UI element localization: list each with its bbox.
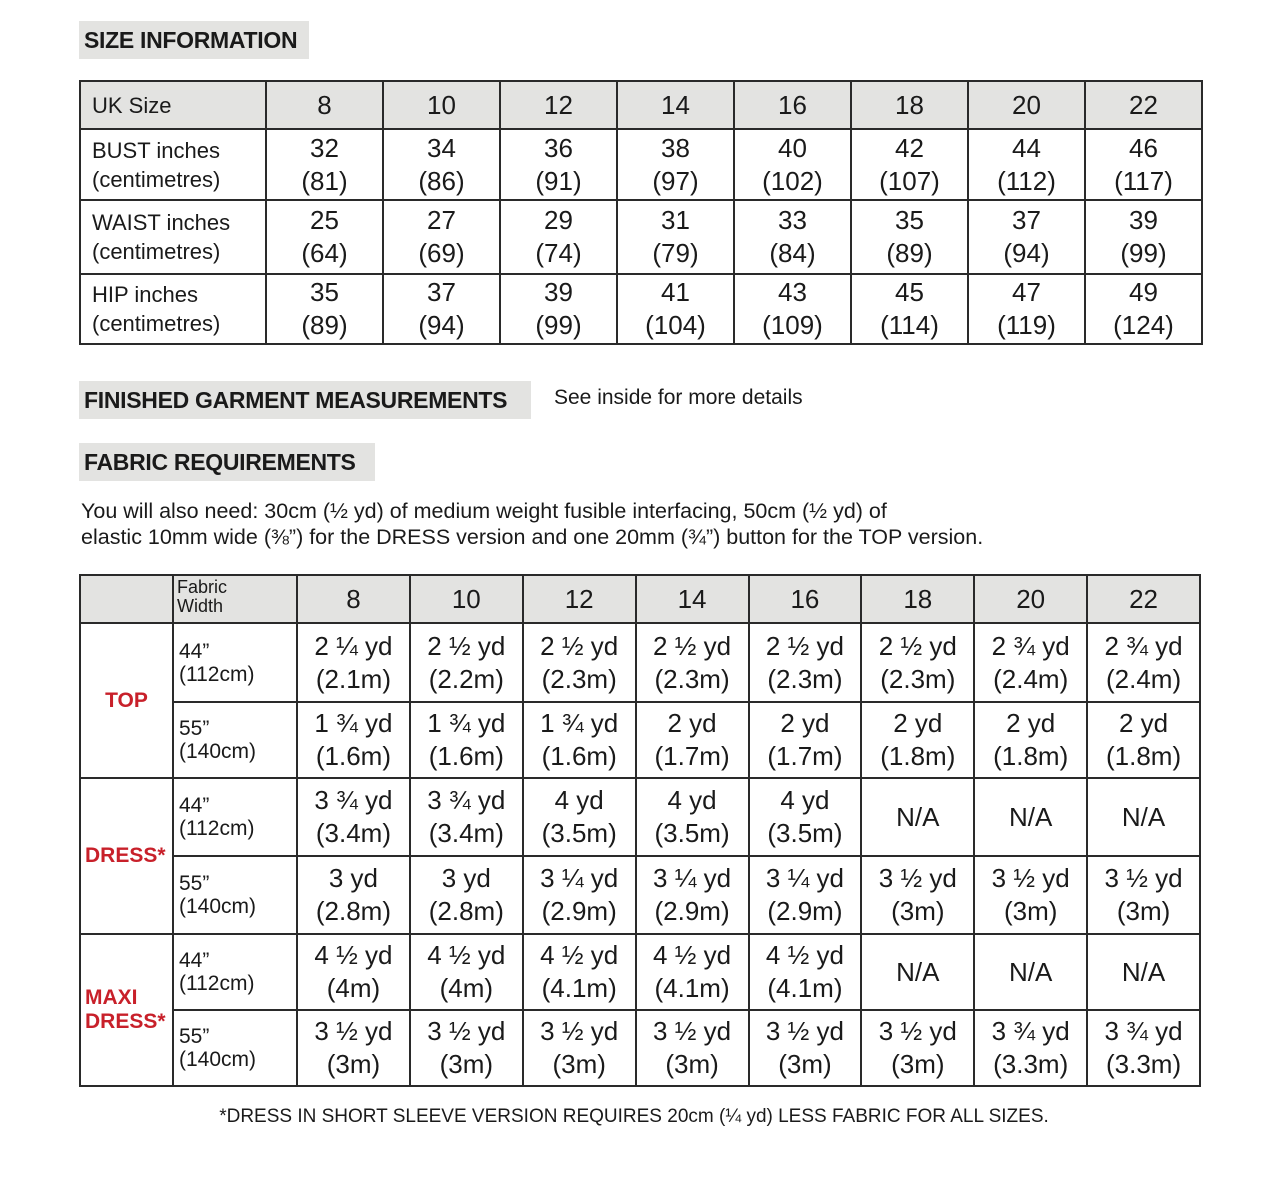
measurement-cell bbox=[1085, 200, 1202, 274]
cm-value: (64) bbox=[301, 238, 348, 268]
cm-value: (79) bbox=[652, 238, 699, 268]
metre-value: (3m) bbox=[891, 896, 945, 926]
measurement-label-line1: WAIST inches bbox=[92, 210, 231, 235]
size-header-cell: 12 bbox=[500, 81, 617, 129]
fabric-amount-cell bbox=[523, 702, 636, 778]
metre-value: (4m) bbox=[326, 973, 381, 1003]
yardage-value: 4 yd bbox=[780, 785, 830, 815]
inches-value: 40 bbox=[778, 132, 807, 163]
uk-size-label: UK Size bbox=[80, 81, 266, 129]
fabric-width-label bbox=[173, 575, 297, 623]
width-inches: 44” bbox=[179, 949, 210, 972]
garment-name-line2: DRESS* bbox=[85, 1010, 166, 1033]
measurement-cell bbox=[383, 200, 500, 274]
fabric-amount-cell bbox=[1087, 623, 1200, 702]
fabric-amount-cell bbox=[523, 778, 636, 856]
size-header-cell: 14 bbox=[617, 81, 734, 129]
fabric-table-header-row bbox=[80, 575, 1200, 623]
garment-header-blank bbox=[80, 575, 173, 623]
fabric-amount-cell bbox=[410, 623, 523, 702]
yardage-value: 3 ¼ yd bbox=[765, 863, 844, 893]
metre-value: (1.6m) bbox=[315, 741, 391, 771]
measurement-cell bbox=[617, 129, 734, 200]
measurement-label-line2: (centimetres) bbox=[92, 311, 221, 336]
yardage-value: N/A bbox=[1121, 801, 1166, 832]
garment-label bbox=[80, 778, 173, 934]
finished-garment-header bbox=[79, 381, 531, 419]
yardage-value: 4 ½ yd bbox=[540, 940, 619, 970]
metre-value: (1.7m) bbox=[654, 741, 730, 771]
inches-value: 36 bbox=[544, 132, 573, 163]
inches-value: 31 bbox=[661, 205, 690, 235]
width-inches: 44” bbox=[179, 794, 210, 817]
measurement-cell bbox=[1085, 129, 1202, 200]
fabric-width-cell bbox=[173, 623, 297, 702]
fabric-amount-cell bbox=[297, 623, 410, 702]
measurement-row bbox=[80, 129, 1202, 200]
yardage-value: 2 ½ yd bbox=[765, 630, 844, 661]
metre-value: (2.9m) bbox=[767, 896, 843, 926]
measurement-cell bbox=[1085, 274, 1202, 344]
measurement-cell bbox=[383, 274, 500, 344]
fabric-row bbox=[80, 934, 1200, 1010]
cm-value: (81) bbox=[301, 165, 348, 196]
cm-value: (86) bbox=[418, 165, 465, 196]
yardage-value: 2 ½ yd bbox=[427, 630, 506, 661]
inches-value: 39 bbox=[1129, 205, 1158, 235]
width-inches: 55” bbox=[179, 1025, 210, 1048]
measurement-cell bbox=[617, 200, 734, 274]
yardage-value: 3 ½ yd bbox=[878, 863, 957, 893]
fabric-amount-cell bbox=[410, 778, 523, 856]
cm-value: (89) bbox=[886, 238, 933, 268]
garment-label bbox=[80, 934, 173, 1086]
yardage-value: 4 ½ yd bbox=[653, 940, 732, 970]
fabric-amount-cell bbox=[749, 778, 862, 856]
yardage-value: 2 ¾ yd bbox=[991, 630, 1070, 661]
inches-value: 39 bbox=[544, 277, 573, 307]
inches-value: 38 bbox=[661, 132, 690, 163]
fabric-amount-cell bbox=[410, 1010, 523, 1086]
inches-value: 47 bbox=[1012, 277, 1041, 307]
fabric-amount-cell bbox=[523, 856, 636, 934]
inches-value: 41 bbox=[661, 277, 690, 307]
fabric-amount-cell bbox=[749, 934, 862, 1010]
fabric-amount-cell bbox=[1087, 778, 1200, 856]
size-header-cell: 14 bbox=[636, 575, 749, 623]
metre-value: (2.3m) bbox=[541, 663, 617, 694]
fabric-amount-cell bbox=[636, 702, 749, 778]
yardage-value: 3 ½ yd bbox=[878, 1016, 957, 1046]
width-cm: (112cm) bbox=[179, 972, 255, 995]
metre-value: (4.1m) bbox=[541, 973, 617, 1003]
fabric-width-cell bbox=[173, 778, 297, 856]
metre-value: (2.3m) bbox=[654, 663, 730, 694]
yardage-value: 3 ¾ yd bbox=[1104, 1016, 1183, 1046]
yardage-value: 2 yd bbox=[667, 708, 717, 738]
inches-value: 34 bbox=[427, 132, 456, 163]
metre-value: (2.3m) bbox=[880, 663, 956, 694]
size-header-cell: 16 bbox=[749, 575, 862, 623]
yardage-value: 2 ½ yd bbox=[540, 630, 619, 661]
yardage-value: 3 ¼ yd bbox=[653, 863, 732, 893]
yardage-value: N/A bbox=[896, 956, 940, 987]
fabric-amount-cell bbox=[410, 856, 523, 934]
yardage-value: 3 yd bbox=[441, 863, 491, 893]
size-header-cell: 20 bbox=[974, 575, 1087, 623]
fabric-requirements-header bbox=[79, 443, 375, 481]
metre-value: (2.4m) bbox=[1106, 663, 1182, 694]
fabric-requirements-title: FABRIC REQUIREMENTS bbox=[84, 448, 356, 475]
yardage-value: N/A bbox=[1009, 956, 1053, 987]
cm-value: (99) bbox=[1120, 238, 1167, 268]
cm-value: (97) bbox=[652, 165, 699, 196]
metre-value: (3m) bbox=[891, 1049, 945, 1079]
inches-value: 27 bbox=[427, 205, 456, 235]
fabric-amount-cell bbox=[636, 623, 749, 702]
width-cm: (140cm) bbox=[179, 1048, 257, 1071]
inches-value: 35 bbox=[895, 205, 924, 235]
yardage-value: 3 yd bbox=[328, 863, 379, 893]
garment-name-line1: DRESS* bbox=[85, 844, 166, 867]
fabric-amount-cell bbox=[974, 778, 1087, 856]
cm-value: (112) bbox=[997, 165, 1056, 196]
fabric-amount-cell bbox=[523, 1010, 636, 1086]
fabric-amount-cell bbox=[523, 623, 636, 702]
cm-value: (89) bbox=[301, 310, 348, 340]
footnote: *DRESS IN SHORT SLEEVE VERSION REQUIRES 20cm (¼ yd) LESS FABRIC FOR ALL SIZES. bbox=[219, 1106, 1049, 1127]
measurement-cell bbox=[500, 200, 617, 274]
measurement-cell bbox=[734, 129, 851, 200]
fabric-amount-cell bbox=[1087, 1010, 1200, 1086]
size-header-cell: 18 bbox=[861, 575, 974, 623]
yardage-value: 2 yd bbox=[1118, 708, 1169, 738]
metre-value: (2.1m) bbox=[315, 663, 391, 694]
yardage-value: 4 yd bbox=[667, 785, 717, 815]
metre-value: (3.5m) bbox=[654, 818, 730, 848]
fabric-row bbox=[80, 1010, 1200, 1086]
fabric-row bbox=[80, 856, 1200, 934]
fabric-amount-cell bbox=[861, 856, 974, 934]
size-header-cell: 20 bbox=[968, 81, 1085, 129]
fabric-amount-cell bbox=[636, 856, 749, 934]
yardage-value: 4 yd bbox=[554, 785, 604, 815]
yardage-value: 2 ½ yd bbox=[653, 630, 732, 661]
metre-value: (3m) bbox=[326, 1049, 381, 1079]
size-header-cell: 22 bbox=[1087, 575, 1200, 623]
fabric-row bbox=[80, 623, 1200, 702]
yardage-value: 2 ¾ yd bbox=[1104, 630, 1183, 661]
cm-value: (117) bbox=[1114, 165, 1173, 196]
yardage-value: 2 yd bbox=[893, 708, 943, 738]
measurement-cell bbox=[851, 200, 968, 274]
finished-garment-title: FINISHED GARMENT MEASUREMENTS bbox=[84, 386, 508, 413]
fabric-amount-cell bbox=[974, 934, 1087, 1010]
measurement-label bbox=[80, 129, 266, 200]
metre-value: (3m) bbox=[665, 1049, 719, 1079]
yardage-value: 3 ¼ yd bbox=[540, 863, 619, 893]
cm-value: (104) bbox=[645, 310, 706, 340]
fabric-amount-cell bbox=[974, 1010, 1087, 1086]
fabric-amount-cell bbox=[749, 856, 862, 934]
yardage-value: N/A bbox=[896, 801, 940, 832]
size-header-cell: 22 bbox=[1085, 81, 1202, 129]
width-inches: 55” bbox=[179, 872, 210, 895]
fabric-amount-cell bbox=[861, 1010, 974, 1086]
measurement-cell bbox=[500, 274, 617, 344]
width-cm: (140cm) bbox=[179, 895, 257, 918]
fabric-amount-cell bbox=[523, 934, 636, 1010]
metre-value: (2.2m) bbox=[428, 663, 504, 694]
fabric-amount-cell bbox=[974, 623, 1087, 702]
yardage-value: 4 ½ yd bbox=[765, 940, 844, 970]
size-header-cell: 8 bbox=[266, 81, 383, 129]
fabric-width-cell bbox=[173, 1010, 297, 1086]
measurement-label-line2: (centimetres) bbox=[92, 239, 221, 264]
width-cm: (112cm) bbox=[179, 662, 255, 686]
metre-value: (1.8m) bbox=[1106, 741, 1182, 771]
cm-value: (109) bbox=[762, 310, 823, 340]
cm-value: (107) bbox=[879, 165, 940, 196]
width-inches: 55” bbox=[179, 717, 210, 740]
measurement-cell bbox=[500, 129, 617, 200]
metre-value: (2.3m) bbox=[767, 663, 843, 694]
measurement-cell bbox=[968, 129, 1085, 200]
garment-name-line1: TOP bbox=[105, 688, 148, 712]
size-header-cell: 10 bbox=[383, 81, 500, 129]
inches-value: 42 bbox=[895, 132, 924, 163]
fabric-width-line2: Width bbox=[177, 596, 224, 616]
inches-value: 25 bbox=[310, 205, 339, 235]
inches-value: 46 bbox=[1129, 132, 1158, 163]
cm-value: (119) bbox=[997, 310, 1056, 340]
yardage-value: 2 yd bbox=[780, 708, 830, 738]
metre-value: (3m) bbox=[1116, 896, 1171, 926]
fabric-amount-cell bbox=[749, 1010, 862, 1086]
measurement-cell bbox=[266, 274, 383, 344]
measurement-cell bbox=[968, 274, 1085, 344]
measurement-row bbox=[80, 200, 1202, 274]
metre-value: (3m) bbox=[439, 1049, 494, 1079]
measurement-row bbox=[80, 274, 1202, 344]
metre-value: (2.8m) bbox=[315, 896, 391, 926]
inches-value: 32 bbox=[310, 132, 339, 163]
inches-value: 35 bbox=[310, 277, 339, 307]
size-information-title: SIZE INFORMATION bbox=[84, 26, 298, 53]
fabric-amount-cell bbox=[861, 702, 974, 778]
metre-value: (1.8m) bbox=[880, 741, 956, 771]
measurement-label bbox=[80, 200, 266, 274]
metre-value: (3m) bbox=[552, 1049, 606, 1079]
yardage-value: 3 ½ yd bbox=[653, 1016, 732, 1046]
metre-value: (1.6m) bbox=[541, 741, 617, 771]
metre-value: (1.8m) bbox=[993, 741, 1069, 771]
fabric-width-cell bbox=[173, 702, 297, 778]
measurement-cell bbox=[266, 129, 383, 200]
cm-value: (124) bbox=[1113, 310, 1174, 340]
yardage-value: 3 ½ yd bbox=[991, 863, 1070, 893]
fabric-amount-cell bbox=[974, 702, 1087, 778]
measurement-label-line2: (centimetres) bbox=[92, 166, 221, 192]
metre-value: (3m) bbox=[778, 1049, 832, 1079]
cm-value: (91) bbox=[535, 165, 582, 196]
metre-value: (4m) bbox=[439, 973, 494, 1003]
fabric-amount-cell bbox=[636, 934, 749, 1010]
garment-label bbox=[80, 623, 173, 778]
yardage-value: 3 ½ yd bbox=[540, 1016, 619, 1046]
fabric-amount-cell bbox=[1087, 856, 1200, 934]
size-header-cell: 16 bbox=[734, 81, 851, 129]
fabric-row bbox=[80, 702, 1200, 778]
inches-value: 45 bbox=[895, 277, 924, 307]
metre-value: (3.5m) bbox=[767, 818, 843, 848]
yardage-value: 2 ½ yd bbox=[878, 630, 957, 661]
yardage-value: 1 ¾ yd bbox=[314, 708, 393, 738]
metre-value: (1.6m) bbox=[428, 741, 504, 771]
yardage-value: 3 ½ yd bbox=[314, 1016, 393, 1046]
width-cm: (112cm) bbox=[179, 817, 255, 840]
width-inches: 44” bbox=[179, 639, 210, 663]
metre-value: (2.9m) bbox=[541, 896, 617, 926]
yardage-value: 1 ¾ yd bbox=[427, 708, 506, 738]
fabric-width-cell bbox=[173, 856, 297, 934]
requirements-line-1: You will also need: 30cm (½ yd) of medium weight fusible interfacing, 50cm (½ yd) of bbox=[81, 499, 887, 523]
size-information-table bbox=[79, 80, 1203, 345]
cm-value: (114) bbox=[880, 310, 939, 340]
measurement-cell bbox=[851, 129, 968, 200]
fabric-amount-cell bbox=[297, 856, 410, 934]
yardage-value: 3 ¾ yd bbox=[314, 785, 393, 815]
metre-value: (3m) bbox=[1003, 896, 1058, 926]
width-cm: (140cm) bbox=[179, 740, 257, 763]
metre-value: (3.3m) bbox=[993, 1049, 1069, 1079]
fabric-amount-cell bbox=[1087, 702, 1200, 778]
metre-value: (4.1m) bbox=[654, 973, 730, 1003]
yardage-value: N/A bbox=[1121, 956, 1166, 987]
fabric-amount-cell bbox=[636, 1010, 749, 1086]
measurement-cell bbox=[734, 200, 851, 274]
size-header-cell: 10 bbox=[410, 575, 523, 623]
metre-value: (2.9m) bbox=[654, 896, 730, 926]
measurement-cell bbox=[383, 129, 500, 200]
metre-value: (2.8m) bbox=[428, 896, 504, 926]
fabric-amount-cell bbox=[297, 1010, 410, 1086]
measurement-label-line1: HIP inches bbox=[92, 282, 198, 307]
yardage-value: 4 ½ yd bbox=[314, 940, 393, 970]
inches-value: 43 bbox=[778, 277, 807, 307]
inches-value: 33 bbox=[778, 205, 807, 235]
fabric-amount-cell bbox=[297, 702, 410, 778]
yardage-value: 4 ½ yd bbox=[427, 940, 506, 970]
requirements-text bbox=[81, 498, 1231, 550]
finished-garment-note: See inside for more details bbox=[554, 386, 803, 409]
requirements-line-2: elastic 10mm wide (⅜”) for the DRESS version and one 20mm (¾”) button for the TOP version. bbox=[81, 525, 984, 549]
size-information-header bbox=[79, 21, 309, 59]
measurement-cell bbox=[851, 274, 968, 344]
yardage-value: 2 yd bbox=[1006, 708, 1056, 738]
metre-value: (3.5m) bbox=[541, 818, 617, 848]
fabric-amount-cell bbox=[861, 778, 974, 856]
metre-value: (2.4m) bbox=[993, 663, 1069, 694]
fabric-amount-cell bbox=[297, 778, 410, 856]
inches-value: 37 bbox=[427, 277, 456, 307]
yardage-value: 2 ¼ yd bbox=[314, 630, 393, 661]
measurement-label bbox=[80, 274, 266, 344]
cm-value: (94) bbox=[418, 310, 465, 340]
fabric-amount-cell bbox=[749, 702, 862, 778]
measurement-cell bbox=[617, 274, 734, 344]
fabric-width-line1: Fabric bbox=[177, 577, 228, 597]
yardage-value: 3 ¾ yd bbox=[991, 1016, 1070, 1046]
metre-value: (3.4m) bbox=[315, 818, 391, 848]
cm-value: (84) bbox=[769, 238, 816, 268]
yardage-value: N/A bbox=[1009, 801, 1053, 832]
metre-value: (4.1m) bbox=[767, 973, 843, 1003]
yardage-value: 3 ¾ yd bbox=[427, 785, 506, 815]
fabric-amount-cell bbox=[410, 702, 523, 778]
fabric-amount-cell bbox=[297, 934, 410, 1010]
cm-value: (99) bbox=[535, 310, 582, 340]
fabric-width-cell bbox=[173, 934, 297, 1010]
garment-name-line1: MAXI bbox=[85, 986, 138, 1009]
measurement-cell bbox=[266, 200, 383, 274]
inches-value: 29 bbox=[544, 205, 573, 235]
fabric-amount-cell bbox=[1087, 934, 1200, 1010]
fabric-amount-cell bbox=[749, 623, 862, 702]
metre-value: (3.3m) bbox=[1106, 1049, 1182, 1079]
yardage-value: 1 ¾ yd bbox=[540, 708, 619, 738]
fabric-requirements-table bbox=[79, 574, 1201, 1087]
metre-value: (3.4m) bbox=[428, 818, 504, 848]
measurement-label-line1: BUST inches bbox=[92, 137, 220, 163]
fabric-row bbox=[80, 778, 1200, 856]
fabric-amount-cell bbox=[410, 934, 523, 1010]
fabric-amount-cell bbox=[861, 623, 974, 702]
fabric-amount-cell bbox=[636, 778, 749, 856]
fabric-amount-cell bbox=[861, 934, 974, 1010]
size-table-header-row bbox=[80, 81, 1202, 129]
fabric-amount-cell bbox=[974, 856, 1087, 934]
cm-value: (74) bbox=[535, 238, 582, 268]
cm-value: (69) bbox=[418, 238, 465, 268]
cm-value: (102) bbox=[762, 165, 823, 196]
yardage-value: 3 ½ yd bbox=[1104, 863, 1183, 893]
size-header-cell: 8 bbox=[297, 575, 410, 623]
measurement-cell bbox=[734, 274, 851, 344]
inches-value: 37 bbox=[1012, 205, 1041, 235]
cm-value: (94) bbox=[1003, 238, 1050, 268]
size-header-cell: 18 bbox=[851, 81, 968, 129]
metre-value: (1.7m) bbox=[767, 741, 843, 771]
yardage-value: 3 ½ yd bbox=[765, 1016, 844, 1046]
inches-value: 44 bbox=[1012, 132, 1041, 163]
yardage-value: 3 ½ yd bbox=[427, 1016, 506, 1046]
inches-value: 49 bbox=[1129, 277, 1158, 307]
size-header-cell: 12 bbox=[523, 575, 636, 623]
measurement-cell bbox=[968, 200, 1085, 274]
